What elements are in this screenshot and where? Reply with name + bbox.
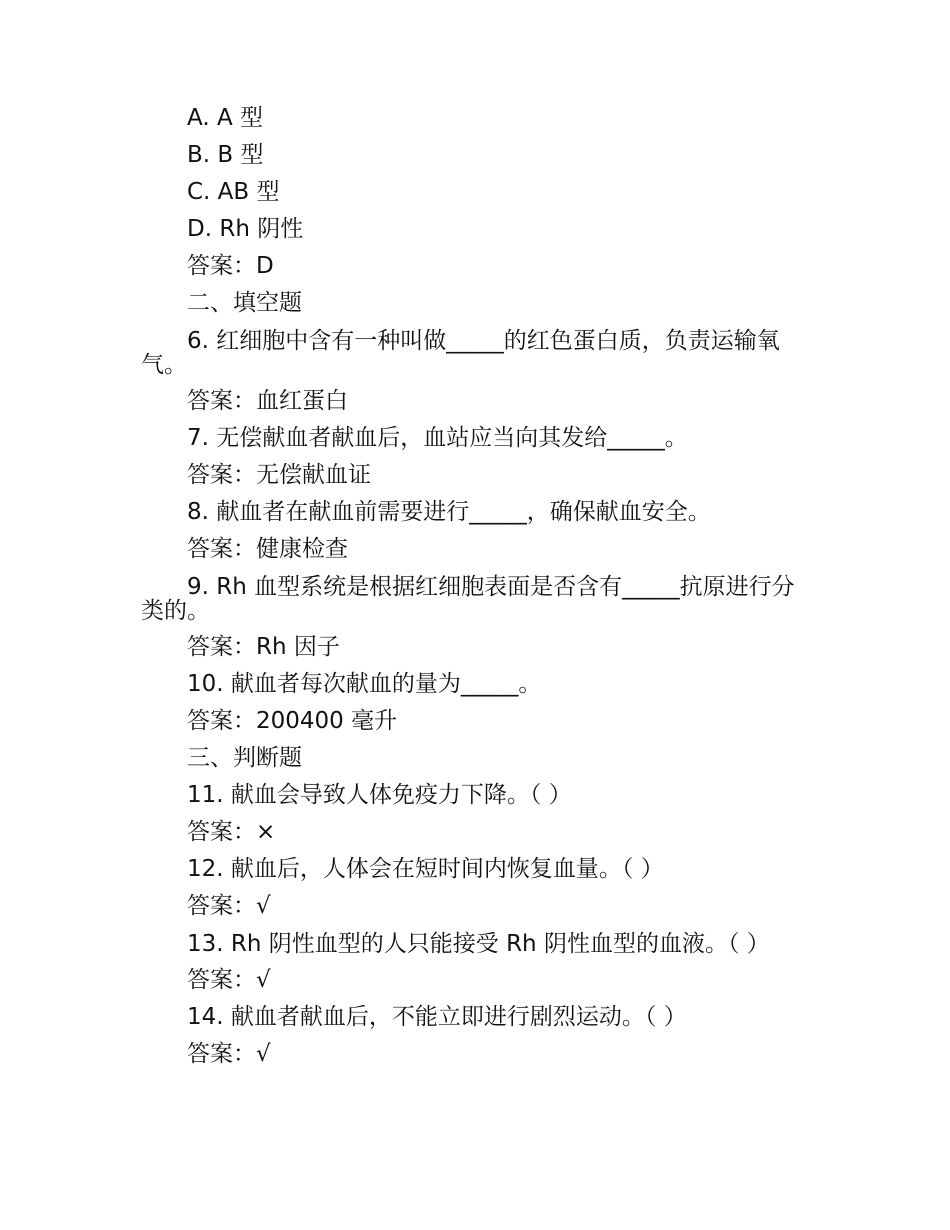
- question-6: 6. 红细胞中含有一种叫做_____的红色蛋白质，负责运输氧气。: [141, 328, 780, 378]
- answer-14: 答案：√: [187, 1041, 271, 1067]
- answer-9: 答案：Rh 因子: [187, 634, 340, 660]
- option-d: D. Rh 阴性: [187, 216, 304, 242]
- section-heading-fill-in: 二、填空题: [187, 290, 302, 316]
- section-heading-true-false: 三、判断题: [187, 745, 302, 771]
- answer-7: 答案：无偿献血证: [187, 462, 371, 488]
- question-8: 8. 献血者在献血前需要进行_____，确保献血安全。: [187, 499, 711, 525]
- question-12: 12. 献血后，人体会在短时间内恢复血量。（ ）: [187, 856, 664, 882]
- document-content: [141, 100, 811, 1073]
- option-b: B. B 型: [187, 142, 264, 168]
- question-9: 9. Rh 血型系统是根据红细胞表面是否含有_____抗原进行分类的。: [141, 574, 795, 624]
- answer-5: 答案：D: [187, 253, 274, 279]
- question-14: 14. 献血者献血后，不能立即进行剧烈运动。（ ）: [187, 1004, 687, 1030]
- answer-6: 答案：血红蛋白: [187, 388, 348, 414]
- answer-11: 答案：×: [187, 819, 276, 845]
- option-a: A. A 型: [187, 105, 263, 131]
- answer-12: 答案：√: [187, 893, 271, 919]
- answer-8: 答案：健康检查: [187, 536, 348, 562]
- answer-10: 答案：200400 毫升: [187, 708, 398, 734]
- question-7: 7. 无偿献血者献血后，血站应当向其发给_____。: [187, 425, 688, 451]
- question-10: 10. 献血者每次献血的量为_____。: [187, 671, 542, 697]
- question-11: 11. 献血会导致人体免疫力下降。（ ）: [187, 782, 572, 808]
- answer-13: 答案：√: [187, 967, 271, 993]
- question-13: 13. Rh 阴性血型的人只能接受 Rh 阴性血型的血液。（ ）: [187, 931, 770, 957]
- option-c: C. AB 型: [187, 179, 280, 205]
